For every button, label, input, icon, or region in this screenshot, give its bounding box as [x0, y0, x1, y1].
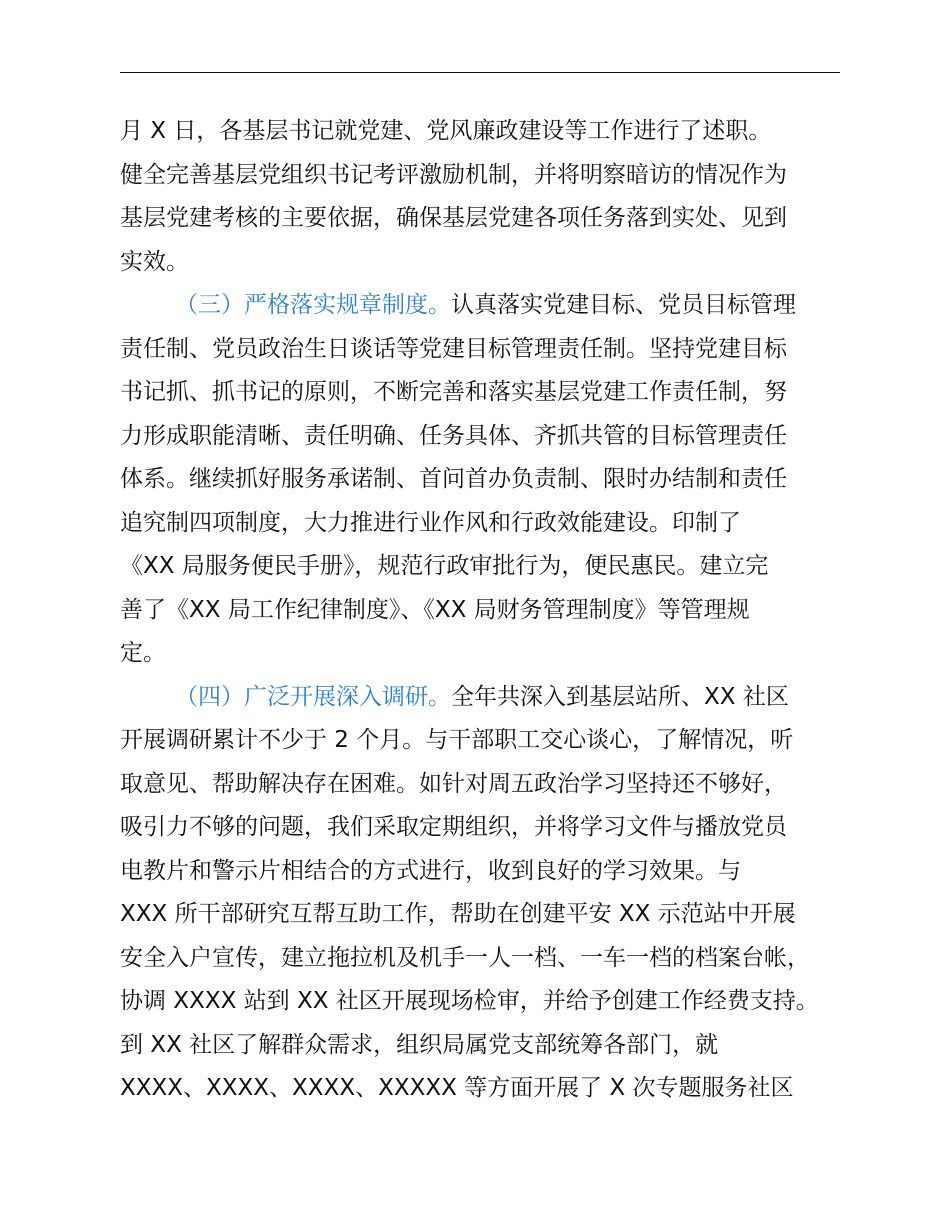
text-line: 电教片和警示片相结合的方式进行，收到良好的学习效果。与 — [120, 857, 741, 884]
header-rule — [120, 72, 840, 73]
paragraph-2 — [120, 284, 850, 676]
text-line: 《XX 局服务便民手册》，规范行政审批行为，便民惠民。建立完 — [120, 553, 769, 579]
text-line: 安全入户宣传，建立拖拉机及机手一人一档、一车一档的档案台帐， — [120, 944, 810, 971]
text-line: 基层党建考核的主要依据，确保基层党建各项任务落到实处、见到 — [120, 205, 787, 231]
text-line — [120, 676, 850, 720]
text-line: XXX 所干部研究互帮互助工作，帮助在创建平安 XX 示范站中开展 — [120, 901, 796, 927]
text-line: 实效。 — [120, 248, 189, 275]
text-line: 追究制四项制度，大力推进行业作风和行政效能建设。印制了 — [120, 509, 741, 536]
text-line: 月 X 日，各基层书记就党建、党风廉政建设等工作进行了述职。 — [120, 118, 772, 144]
document-body — [120, 110, 850, 1111]
text-line: 善了《XX 局工作纪律制度》、《XX 局财务管理制度》等管理规 — [120, 596, 750, 623]
section-heading-4: （四）广泛开展深入调研。 — [175, 683, 451, 710]
text-line: 到 XX 社区了解群众需求，组织局属党支部统筹各部门，就 — [120, 1031, 719, 1058]
paragraph-1 — [120, 110, 850, 284]
text-line: 书记抓、抓书记的原则，不断完善和落实基层党建工作责任制，努 — [120, 379, 787, 405]
text-line: 责任制、党员政治生日谈话等党建目标管理责任制。坚持党建目标 — [120, 335, 787, 362]
text-line: 健全完善基层党组织书记考评激励机制，并将明察暗访的情况作为 — [120, 161, 787, 188]
text-line: XXXX、XXXX、XXXX、XXXXX 等方面开展了 X 次专题服务社区 — [120, 1075, 794, 1101]
text-line: 定。 — [120, 640, 166, 666]
section-heading-3: （三）严格落实规章制度。 — [175, 292, 451, 318]
text-line: 力形成职能清晰、责任明确、任务具体、齐抓共管的目标管理责任 — [120, 422, 787, 449]
text-line: 取意见、帮助解决存在困难。如针对周五政治学习坚持还不够好， — [120, 770, 787, 797]
paragraph-3 — [120, 676, 850, 1111]
text-line: 体系。继续抓好服务承诺制、首问首办负责制、限时办结制和责任 — [120, 466, 787, 492]
text-line — [120, 284, 850, 328]
text-segment: 全年共深入到基层站所、XX 社区 — [451, 683, 789, 710]
text-segment: 认真落实党建目标、党员目标管理 — [451, 292, 796, 318]
text-line: 协调 XXXX 站到 XX 社区开展现场检审，并给予创建工作经费支持。 — [120, 988, 819, 1014]
text-line: 开展调研累计不少于 2 个月。与干部职工交心谈心，了解情况，听 — [120, 727, 794, 753]
text-line: 吸引力不够的问题，我们采取定期组织，并将学习文件与播放党员 — [120, 814, 787, 840]
